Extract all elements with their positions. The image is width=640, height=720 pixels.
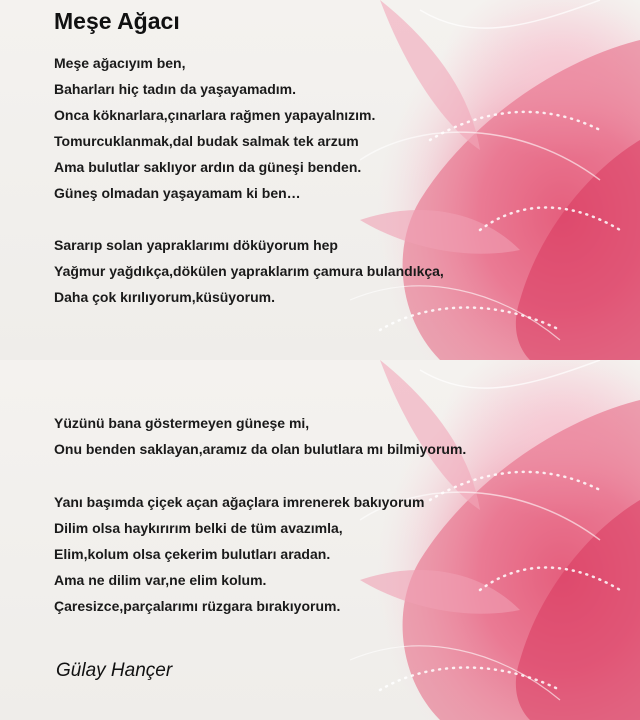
poem-line: Ama ne dilim var,ne elim kolum. [54, 572, 267, 588]
poem-line: Onca köknarlara,çınarlara rağmen yapayalnızım. [54, 107, 376, 123]
poem-stanza-4 [54, 489, 424, 619]
poem-author: Gülay Hançer [56, 660, 173, 681]
poem-title: Meşe Ağacı [54, 8, 180, 34]
poem-line: Tomurcuklanmak,dal budak salmak tek arzum [54, 133, 359, 149]
poem-line: Yüzünü bana göstermeyen güneşe mi, [54, 415, 310, 431]
poem-line: Meşe ağacıyım ben, [54, 55, 186, 71]
poem-line: Daha çok kırılıyorum,küsüyorum. [54, 289, 275, 305]
poem-line: Yanı başımda çiçek açan ağaçlara imrenerek bakıyorum [54, 494, 425, 510]
poem-line: Dilim olsa haykırırım belki de tüm avazımla, [54, 520, 343, 536]
poem-line: Yağmur yağdıkça,dökülen yapraklarım çamura bulandıkça, [54, 263, 444, 279]
poem-line: Onu benden saklayan,aramız da olan bulutlara mı bilmiyorum. [54, 441, 467, 457]
poem-stanza-1 [54, 50, 375, 206]
poem-line: Baharları hiç tadın da yaşayamadım. [54, 81, 296, 97]
poem-stanza-3 [54, 410, 466, 462]
poem-line: Çaresizce,parçalarımı rüzgara bırakıyorum. [54, 598, 341, 614]
poem-line: Elim,kolum olsa çekerim bulutları aradan. [54, 546, 331, 562]
poem-line: Sararıp solan yapraklarımı döküyorum hep [54, 237, 338, 253]
poem-stanza-2 [54, 232, 444, 310]
poem-line: Ama bulutlar saklıyor ardın da güneşi benden. [54, 159, 362, 175]
poem-line: Güneş olmadan yaşayamam ki ben… [54, 185, 301, 201]
